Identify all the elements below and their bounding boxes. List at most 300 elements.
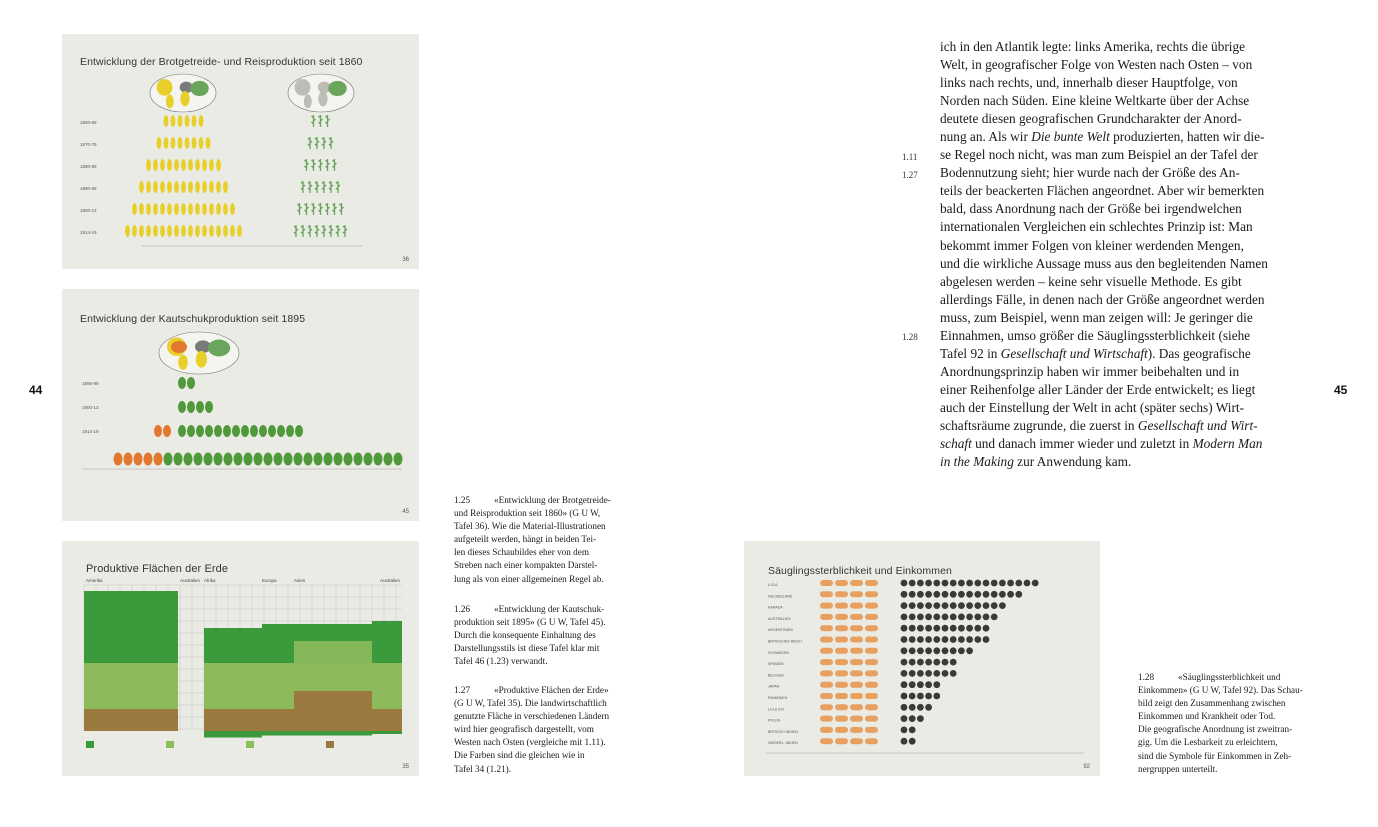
rice-symbol (329, 137, 333, 149)
caption-1-28: 1.28 «Säuglingssterblichkeit und Einkommen» (G U W, Tafel 92). Das Schau- bild zeigt den Zusammenhang zwischen Einkommen und Krankheit oder Tod. Die geografische Anordnung ist zweitran- gig. Um die Lesbarkeit zu erleichtern, sind die Symbole für Einkommen in Zeh- nergruppen unterteilt. (1138, 672, 1303, 774)
wheat-symbol (153, 159, 158, 171)
wheat-symbol (146, 203, 151, 215)
mortality-symbol (820, 603, 833, 609)
wheat-symbol (174, 203, 179, 215)
rice-symbol (319, 159, 323, 171)
map-land (318, 91, 327, 106)
map-land (304, 95, 312, 109)
rubber-symbol-green (178, 425, 186, 437)
mortality-symbol (865, 625, 878, 631)
rubber-symbol-green (268, 425, 276, 437)
text-line: schaftsräume zugrunde, die zuerst in Gesellschaft und Wirt- (940, 417, 1258, 433)
wheat-symbol (160, 225, 165, 237)
income-symbol (917, 715, 924, 722)
wheat-symbol (188, 203, 193, 215)
rubber-symbol-orange (144, 453, 153, 466)
row-label: 1890-99 (80, 186, 97, 191)
income-symbol (917, 704, 924, 711)
caption-1-25: 1.25 «Entwicklung der Brotgetreide- und Reisproduktion seit 1860» (G U W, Tafel 36). Wie die Material-Illustrationen aufgeteilt werden, hängt in beiden Tei- len dieses Schaubildes eher von dem Streben nach einer kompakten Darstel- lung als von einer allgemeinen Regel ab. (454, 495, 611, 584)
income-symbol (1024, 580, 1031, 587)
income-symbol (974, 580, 981, 587)
rubber-symbol-green (223, 425, 231, 437)
rice-symbol (329, 181, 333, 193)
income-symbol (950, 614, 957, 621)
row-label: 1860-69 (80, 120, 97, 125)
rubber-symbol-green (344, 453, 353, 466)
plate-number: 45 (402, 509, 409, 515)
page-number-left: 44 (29, 383, 43, 397)
wheat-symbol (171, 115, 176, 127)
mortality-symbol (850, 738, 863, 744)
income-symbol (1007, 591, 1014, 598)
income-symbol (958, 625, 965, 632)
mortality-symbol (835, 716, 848, 722)
rubber-symbol-green (232, 425, 240, 437)
rubber-symbol-green (264, 453, 273, 466)
row-label: 1900-13 (82, 405, 99, 410)
rubber-symbol-orange (163, 425, 171, 437)
rice-symbol (312, 203, 316, 215)
rice-symbol (326, 159, 330, 171)
country-label: AUSTRALIEN (768, 616, 791, 621)
region-label: Europa (262, 578, 277, 583)
wheat-symbol (202, 181, 207, 193)
wheat-symbol (192, 115, 197, 127)
income-symbol (925, 647, 932, 654)
plate-productive-areas (62, 541, 419, 776)
income-symbol (917, 602, 924, 609)
income-symbol (983, 636, 990, 643)
country-label: U.S.A. (768, 583, 779, 587)
income-symbol (925, 625, 932, 632)
wheat-symbol (160, 159, 165, 171)
wheat-symbol (188, 159, 193, 171)
mortality-symbol (835, 591, 848, 597)
income-symbol (966, 625, 973, 632)
mortality-symbol (865, 716, 878, 722)
row-label: 1900-13 (80, 208, 97, 213)
mortality-symbol (850, 637, 863, 643)
wheat-symbol (216, 181, 221, 193)
mortality-symbol (835, 704, 848, 710)
wheat-symbol (209, 203, 214, 215)
income-symbol (966, 647, 973, 654)
wheat-symbol (153, 225, 158, 237)
text-line: bald, dass Anordnung nach der Größe bei irgendwelchen (940, 201, 1242, 217)
income-symbol (942, 591, 949, 598)
rubber-symbol-green (354, 453, 363, 466)
income-symbol (933, 670, 940, 677)
rubber-symbol-green (384, 453, 393, 466)
text-line: Norden nach Süden. Eine kleine Weltkarte über der Achse (940, 93, 1250, 109)
income-symbol (925, 580, 932, 587)
income-symbol (991, 602, 998, 609)
wheat-symbol (199, 115, 204, 127)
income-symbol (933, 625, 940, 632)
wheat-symbol (139, 203, 144, 215)
rubber-symbol-green (187, 377, 195, 389)
income-symbol (917, 681, 924, 688)
income-symbol (909, 591, 916, 598)
rice-symbol (340, 203, 344, 215)
mortality-symbol (850, 614, 863, 620)
wheat-symbol (223, 225, 228, 237)
rubber-symbol-green (294, 453, 303, 466)
income-symbol (925, 659, 932, 666)
income-symbol (901, 738, 908, 745)
mortality-symbol (835, 738, 848, 744)
text-line: ich in den Atlantik legte: links Amerika, rechts die übrige (940, 39, 1246, 54)
mortality-symbol (865, 682, 878, 688)
margin-ref-111: 1.11 (902, 152, 918, 162)
wheat-symbol (202, 225, 207, 237)
wheat-symbol (160, 203, 165, 215)
income-symbol (983, 614, 990, 621)
rubber-symbol-orange (114, 453, 123, 466)
mortality-symbol (820, 580, 833, 586)
region-label: Australien (180, 578, 201, 583)
rubber-symbol-green (277, 425, 285, 437)
wheat-symbol (146, 181, 151, 193)
mortality-symbol (835, 603, 848, 609)
income-symbol (974, 591, 981, 598)
text-line: schaft und danach immer wieder und zuletzt in Modern Man (940, 436, 1263, 452)
income-symbol (901, 670, 908, 677)
wheat-symbol (206, 137, 211, 149)
income-symbol (974, 625, 981, 632)
rice-symbol (343, 225, 347, 237)
income-symbol (909, 727, 916, 734)
income-symbol (901, 659, 908, 666)
row-label: 1914-19 (80, 230, 97, 235)
mortality-symbol (850, 716, 863, 722)
mortality-symbol (835, 637, 848, 643)
map-land (190, 81, 208, 96)
rubber-symbol-green (286, 425, 294, 437)
income-symbol (942, 647, 949, 654)
income-symbol (909, 704, 916, 711)
rice-symbol (322, 225, 326, 237)
margin-ref-127: 1.27 (902, 170, 918, 180)
income-symbol (909, 738, 916, 745)
mortality-symbol (835, 727, 848, 733)
country-label: JAPAN (768, 684, 780, 689)
income-symbol (942, 670, 949, 677)
mortality-symbol (835, 648, 848, 654)
map-land (180, 91, 189, 106)
wheat-symbol (157, 137, 162, 149)
text-line: bekommt immer Folgen von kleiner werdenden Mengen, (940, 237, 1244, 253)
row-label: 1870-79 (80, 142, 97, 147)
income-symbol (942, 659, 949, 666)
income-symbol (942, 636, 949, 643)
income-symbol (1032, 580, 1039, 587)
caption-1-27: 1.27 «Produktive Flächen der Erde» (G U W, Tafel 35). Die landwirtschaftlich genutzte Fläche in verschiedenen Ländern wird hier geografisch dargestellt, vom Westen nach Osten (vergleiche mit 1.11). Die Farben sind die gleichen wie in Tafel 34 (1.21). (454, 685, 610, 774)
income-symbol (909, 614, 916, 621)
wheat-symbol (230, 203, 235, 215)
income-symbol (983, 625, 990, 632)
wheat-symbol (185, 137, 190, 149)
income-symbol (909, 636, 916, 643)
map-land (171, 341, 187, 353)
plate-title: Entwicklung der Kautschukproduktion seit 1895 (80, 313, 306, 325)
rice-symbol (308, 225, 312, 237)
map-land (166, 95, 174, 109)
region-label: Afrika (204, 578, 216, 583)
plate-infant-mortality-income (744, 541, 1100, 776)
legend-swatch (86, 741, 94, 748)
country-label: BELGIEN (768, 673, 784, 678)
income-symbol (925, 670, 932, 677)
wheat-symbol (223, 181, 228, 193)
wheat-symbol (181, 225, 186, 237)
text-line: in the Making zur Anwendung kam. (940, 454, 1132, 470)
rubber-symbol-green (184, 453, 193, 466)
country-label: SCHWEDEN (768, 650, 789, 655)
rubber-symbol-green (194, 453, 203, 466)
rice-symbol (326, 203, 330, 215)
income-symbol (950, 625, 957, 632)
wheat-symbol (195, 225, 200, 237)
mortality-symbol (850, 659, 863, 665)
mortality-symbol (820, 659, 833, 665)
income-symbol (950, 580, 957, 587)
income-symbol (1015, 580, 1022, 587)
income-symbol (901, 681, 908, 688)
rubber-symbol-green (241, 425, 249, 437)
wheat-symbol (153, 181, 158, 193)
income-symbol (901, 602, 908, 609)
income-symbol (958, 636, 965, 643)
rubber-symbol-green (254, 453, 263, 466)
area-light-green (372, 663, 402, 711)
text-line: links nach rechts, und, innerhalb dieser Hauptfolge, von (940, 75, 1238, 91)
mortality-symbol (850, 727, 863, 733)
wheat-symbol (167, 181, 172, 193)
wheat-symbol (174, 181, 179, 193)
wheat-symbol (209, 225, 214, 237)
income-symbol (958, 647, 965, 654)
row-label: 1880-89 (80, 164, 97, 169)
income-symbol (991, 580, 998, 587)
income-symbol (958, 602, 965, 609)
income-symbol (925, 681, 932, 688)
mortality-symbol (820, 738, 833, 744)
mortality-symbol (850, 625, 863, 631)
income-symbol (909, 625, 916, 632)
rubber-symbol-green (274, 453, 283, 466)
wheat-symbol (216, 225, 221, 237)
rice-symbol (312, 115, 316, 127)
mortality-symbol (865, 603, 878, 609)
income-symbol (983, 602, 990, 609)
income-symbol (999, 602, 1006, 609)
income-symbol (933, 636, 940, 643)
mortality-symbol (865, 614, 878, 620)
income-symbol (925, 614, 932, 621)
wheat-symbol (181, 181, 186, 193)
income-symbol (909, 580, 916, 587)
rubber-symbol-orange (154, 425, 162, 437)
wheat-symbol (139, 225, 144, 237)
mortality-symbol (865, 637, 878, 643)
wheat-symbol (230, 225, 235, 237)
wheat-symbol (202, 203, 207, 215)
income-symbol (901, 704, 908, 711)
plate-title: Säuglingssterblichkeit und Einkommen (768, 565, 952, 577)
mortality-symbol (850, 682, 863, 688)
rice-symbol (329, 225, 333, 237)
productive-areas-chart (62, 541, 419, 776)
wheat-symbol (153, 203, 158, 215)
income-symbol (901, 647, 908, 654)
income-symbol (925, 704, 932, 711)
country-label: NIEDERL. INDIEN (768, 741, 798, 746)
plate-grain-rice-production (62, 34, 419, 269)
wheat-symbol (132, 225, 137, 237)
margin-ref-128: 1.28 (902, 332, 918, 342)
rice-symbol (305, 159, 309, 171)
income-symbol (983, 591, 990, 598)
income-symbol (917, 659, 924, 666)
wheat-symbol (181, 159, 186, 171)
income-symbol (909, 647, 916, 654)
wheat-symbol (199, 137, 204, 149)
wheat-symbol (223, 203, 228, 215)
mortality-symbol (850, 704, 863, 710)
rice-symbol (305, 203, 309, 215)
area-brown (372, 709, 402, 731)
rice-symbol (322, 181, 326, 193)
country-label: NEUSEELAND (768, 594, 793, 599)
wheat-symbol (174, 159, 179, 171)
mortality-symbol (850, 603, 863, 609)
country-label: SPANIEN (768, 662, 784, 667)
income-symbol (933, 602, 940, 609)
mortality-symbol (865, 648, 878, 654)
map-land (157, 79, 173, 96)
income-symbol (974, 602, 981, 609)
mortality-symbol (835, 614, 848, 620)
rice-symbol (312, 159, 316, 171)
rice-symbol (298, 203, 302, 215)
income-symbol (942, 602, 949, 609)
rubber-symbol-green (314, 453, 323, 466)
area-brown (204, 709, 262, 731)
income-symbol (917, 647, 924, 654)
rubber-symbol-green (164, 453, 173, 466)
rubber-symbol-green (187, 401, 195, 413)
wheat-symbol (188, 181, 193, 193)
income-symbol (909, 659, 916, 666)
region-label: Amerika (86, 578, 103, 583)
rubber-symbol-green (196, 425, 204, 437)
income-symbol (942, 625, 949, 632)
mortality-symbol (820, 670, 833, 676)
mortality-symbol (820, 637, 833, 643)
wheat-symbol (209, 181, 214, 193)
text-line: nung an. Als wir Die bunte Welt produzierten, hatten wir die- (940, 129, 1265, 145)
rubber-symbol-green (295, 425, 303, 437)
rice-symbol (294, 225, 298, 237)
rubber-symbol-orange (154, 453, 163, 466)
wheat-symbol (164, 137, 169, 149)
income-symbol (917, 625, 924, 632)
rubber-symbol-green (204, 453, 213, 466)
wheat-symbol (164, 115, 169, 127)
wheat-symbol (195, 181, 200, 193)
rice-symbol (308, 181, 312, 193)
text-line: deutete diesen geografischen Grundcharakter der Anord- (940, 111, 1242, 127)
income-symbol (933, 647, 940, 654)
legend-swatch (166, 741, 174, 748)
income-symbol (991, 614, 998, 621)
income-symbol (901, 727, 908, 734)
income-symbol (966, 602, 973, 609)
mortality-symbol (865, 580, 878, 586)
income-symbol (958, 580, 965, 587)
income-symbol (917, 580, 924, 587)
mortality-symbol (865, 591, 878, 597)
income-symbol (999, 591, 1006, 598)
map-land (196, 351, 207, 368)
country-label: RUMÄNIEN (768, 696, 788, 700)
wheat-symbol (237, 225, 242, 237)
rubber-symbol-green (174, 453, 183, 466)
income-symbol (917, 591, 924, 598)
income-symbol (925, 636, 932, 643)
rice-symbol (333, 159, 337, 171)
income-symbol (950, 659, 957, 666)
plate-number: 35 (402, 764, 409, 770)
rubber-symbol-green (214, 425, 222, 437)
text-line: teils der beackerten Flächen angeordnet. Aber wir bemerkten (940, 183, 1265, 199)
text-line: Welt, in geografischer Folge von Westen nach Osten – von (940, 57, 1253, 73)
rubber-symbol-green (394, 453, 403, 466)
wheat-symbol (171, 137, 176, 149)
map-land (295, 79, 311, 96)
income-symbol (901, 591, 908, 598)
income-symbol (942, 614, 949, 621)
wheat-symbol (216, 203, 221, 215)
area-light-green (84, 663, 178, 711)
wheat-symbol (216, 159, 221, 171)
wheat-symbol (132, 203, 137, 215)
country-label: KANADA (768, 605, 783, 610)
income-symbol (958, 591, 965, 598)
mortality-symbol (820, 727, 833, 733)
wheat-symbol (146, 159, 151, 171)
wheat-symbol (195, 203, 200, 215)
mortality-symbol (835, 693, 848, 699)
mortality-symbol (850, 591, 863, 597)
wheat-symbol (139, 181, 144, 193)
income-symbol (901, 614, 908, 621)
rubber-symbol-green (205, 425, 213, 437)
mortality-symbol (865, 670, 878, 676)
rubber-symbol-green (234, 453, 243, 466)
income-symbol (933, 580, 940, 587)
income-symbol (917, 614, 924, 621)
income-symbol (950, 591, 957, 598)
income-symbol (1015, 591, 1022, 598)
income-symbol (933, 693, 940, 700)
text-line: muss, zum Beispiel, wenn man zeigen will: Je geringer die (940, 309, 1253, 325)
income-symbol (933, 659, 940, 666)
rice-symbol (315, 137, 319, 149)
income-symbol (950, 636, 957, 643)
mortality-symbol (865, 659, 878, 665)
